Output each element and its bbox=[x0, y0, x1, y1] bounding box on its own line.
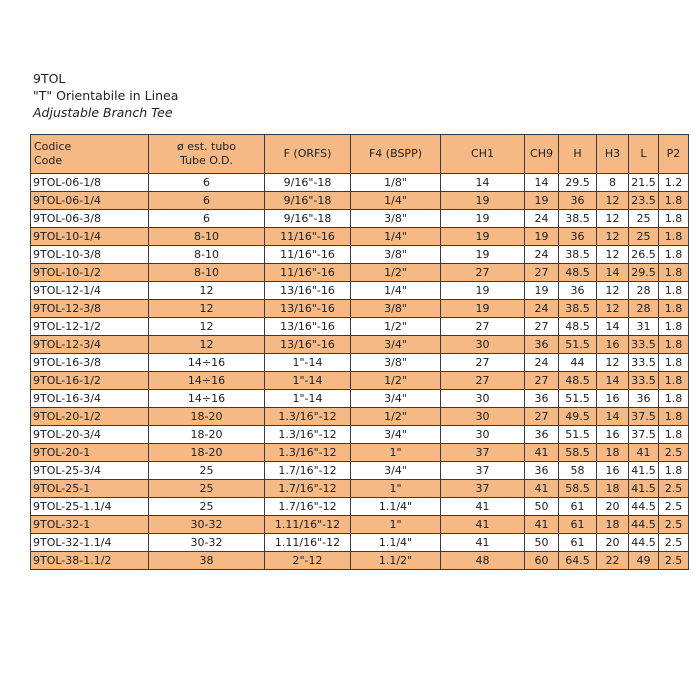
cell-h: 29.5 bbox=[559, 174, 597, 192]
cell-h3: 12 bbox=[597, 246, 629, 264]
cell-l: 36 bbox=[629, 390, 659, 408]
cell-f-orfs: 13/16"-16 bbox=[265, 282, 351, 300]
table-row bbox=[31, 300, 689, 318]
cell-p2: 1.8 bbox=[659, 282, 689, 300]
table-row bbox=[31, 534, 689, 552]
cell-code: 9TOL-06-1/4 bbox=[31, 192, 149, 210]
cell-ch1: 27 bbox=[441, 372, 525, 390]
cell-code: 9TOL-20-1 bbox=[31, 444, 149, 462]
cell-l: 21.5 bbox=[629, 174, 659, 192]
cell-tube-od: 8-10 bbox=[149, 246, 265, 264]
cell-ch1: 37 bbox=[441, 480, 525, 498]
cell-f-orfs: 1.11/16"-12 bbox=[265, 534, 351, 552]
cell-p2: 1.8 bbox=[659, 336, 689, 354]
cell-ch1: 41 bbox=[441, 534, 525, 552]
cell-tube-od: 8-10 bbox=[149, 228, 265, 246]
cell-code: 9TOL-10-1/2 bbox=[31, 264, 149, 282]
cell-h: 51.5 bbox=[559, 336, 597, 354]
cell-f4-bspp: 3/8" bbox=[351, 210, 441, 228]
cell-ch1: 37 bbox=[441, 444, 525, 462]
header-tube-od-english: Tube O.D. bbox=[180, 154, 233, 167]
cell-f4-bspp: 1/2" bbox=[351, 408, 441, 426]
cell-h: 51.5 bbox=[559, 390, 597, 408]
cell-h: 48.5 bbox=[559, 264, 597, 282]
cell-ch9: 24 bbox=[525, 354, 559, 372]
cell-ch1: 48 bbox=[441, 552, 525, 570]
cell-tube-od: 38 bbox=[149, 552, 265, 570]
cell-p2: 1.8 bbox=[659, 246, 689, 264]
cell-p2: 1.8 bbox=[659, 354, 689, 372]
cell-ch9: 14 bbox=[525, 174, 559, 192]
cell-h: 58.5 bbox=[559, 444, 597, 462]
table-row bbox=[31, 552, 689, 570]
table-row bbox=[31, 282, 689, 300]
cell-l: 44.5 bbox=[629, 534, 659, 552]
table-row bbox=[31, 372, 689, 390]
cell-f-orfs: 1"-14 bbox=[265, 354, 351, 372]
cell-ch9: 36 bbox=[525, 390, 559, 408]
cell-code: 9TOL-10-1/4 bbox=[31, 228, 149, 246]
cell-h3: 16 bbox=[597, 390, 629, 408]
cell-tube-od: 12 bbox=[149, 300, 265, 318]
cell-tube-od: 30-32 bbox=[149, 516, 265, 534]
cell-p2: 1.8 bbox=[659, 408, 689, 426]
cell-h: 36 bbox=[559, 282, 597, 300]
cell-f-orfs: 1"-14 bbox=[265, 390, 351, 408]
cell-l: 33.5 bbox=[629, 354, 659, 372]
cell-f4-bspp: 1.1/4" bbox=[351, 534, 441, 552]
cell-p2: 1.8 bbox=[659, 192, 689, 210]
cell-f4-bspp: 1/2" bbox=[351, 318, 441, 336]
cell-tube-od: 25 bbox=[149, 498, 265, 516]
cell-h: 38.5 bbox=[559, 300, 597, 318]
cell-tube-od: 25 bbox=[149, 480, 265, 498]
cell-f-orfs: 2"-12 bbox=[265, 552, 351, 570]
table-row bbox=[31, 228, 689, 246]
cell-l: 49 bbox=[629, 552, 659, 570]
cell-f-orfs: 1.3/16"-12 bbox=[265, 444, 351, 462]
cell-ch9: 50 bbox=[525, 498, 559, 516]
cell-f4-bspp: 3/4" bbox=[351, 336, 441, 354]
cell-ch1: 30 bbox=[441, 426, 525, 444]
cell-code: 9TOL-06-3/8 bbox=[31, 210, 149, 228]
product-name-italian: "T" Orientabile in Linea bbox=[33, 88, 179, 103]
cell-h3: 8 bbox=[597, 174, 629, 192]
cell-f4-bspp: 1/2" bbox=[351, 264, 441, 282]
cell-f4-bspp: 1" bbox=[351, 480, 441, 498]
cell-ch1: 27 bbox=[441, 264, 525, 282]
header-f-orfs: F (ORFS) bbox=[265, 135, 351, 174]
cell-p2: 1.8 bbox=[659, 462, 689, 480]
header-tube-od bbox=[149, 135, 265, 174]
cell-h3: 18 bbox=[597, 480, 629, 498]
cell-f4-bspp: 1.1/2" bbox=[351, 552, 441, 570]
cell-code: 9TOL-16-3/8 bbox=[31, 354, 149, 372]
table-row bbox=[31, 174, 689, 192]
table-row bbox=[31, 210, 689, 228]
cell-ch9: 60 bbox=[525, 552, 559, 570]
cell-ch9: 19 bbox=[525, 282, 559, 300]
cell-h: 58 bbox=[559, 462, 597, 480]
cell-p2: 2.5 bbox=[659, 516, 689, 534]
cell-ch1: 19 bbox=[441, 246, 525, 264]
cell-ch9: 27 bbox=[525, 318, 559, 336]
cell-ch1: 14 bbox=[441, 174, 525, 192]
cell-f-orfs: 9/16"-18 bbox=[265, 192, 351, 210]
cell-f-orfs: 9/16"-18 bbox=[265, 210, 351, 228]
cell-f-orfs: 13/16"-16 bbox=[265, 318, 351, 336]
cell-f-orfs: 1.7/16"-12 bbox=[265, 480, 351, 498]
cell-tube-od: 18-20 bbox=[149, 408, 265, 426]
cell-code: 9TOL-10-3/8 bbox=[31, 246, 149, 264]
cell-p2: 1.8 bbox=[659, 300, 689, 318]
cell-h: 36 bbox=[559, 228, 597, 246]
cell-code: 9TOL-12-3/8 bbox=[31, 300, 149, 318]
product-code: 9TOL bbox=[33, 71, 66, 86]
cell-code: 9TOL-20-1/2 bbox=[31, 408, 149, 426]
title-block bbox=[33, 70, 178, 121]
cell-ch1: 19 bbox=[441, 282, 525, 300]
cell-code: 9TOL-16-1/2 bbox=[31, 372, 149, 390]
cell-h3: 14 bbox=[597, 264, 629, 282]
cell-code: 9TOL-25-3/4 bbox=[31, 462, 149, 480]
cell-ch9: 19 bbox=[525, 228, 559, 246]
table-row bbox=[31, 426, 689, 444]
cell-code: 9TOL-38-1.1/2 bbox=[31, 552, 149, 570]
cell-f4-bspp: 1" bbox=[351, 516, 441, 534]
dimensions-table bbox=[30, 134, 689, 570]
cell-p2: 2.5 bbox=[659, 498, 689, 516]
cell-p2: 1.8 bbox=[659, 210, 689, 228]
cell-f-orfs: 1.3/16"-12 bbox=[265, 408, 351, 426]
cell-f4-bspp: 1/8" bbox=[351, 174, 441, 192]
cell-l: 33.5 bbox=[629, 372, 659, 390]
cell-f4-bspp: 1/4" bbox=[351, 228, 441, 246]
cell-h3: 12 bbox=[597, 354, 629, 372]
table-row bbox=[31, 408, 689, 426]
cell-ch9: 27 bbox=[525, 264, 559, 282]
cell-f-orfs: 1.7/16"-12 bbox=[265, 462, 351, 480]
cell-p2: 2.5 bbox=[659, 480, 689, 498]
cell-f-orfs: 13/16"-16 bbox=[265, 300, 351, 318]
cell-ch9: 41 bbox=[525, 516, 559, 534]
table-row bbox=[31, 192, 689, 210]
cell-f4-bspp: 3/8" bbox=[351, 300, 441, 318]
cell-h: 48.5 bbox=[559, 372, 597, 390]
header-tube-od-italian: ø est. tubo bbox=[176, 140, 237, 153]
cell-ch1: 19 bbox=[441, 210, 525, 228]
cell-ch9: 27 bbox=[525, 408, 559, 426]
cell-p2: 2.5 bbox=[659, 534, 689, 552]
cell-l: 37.5 bbox=[629, 408, 659, 426]
cell-tube-od: 12 bbox=[149, 318, 265, 336]
cell-ch1: 41 bbox=[441, 516, 525, 534]
header-p2: P2 bbox=[659, 135, 689, 174]
cell-h3: 12 bbox=[597, 282, 629, 300]
table-row bbox=[31, 498, 689, 516]
cell-f-orfs: 1.3/16"-12 bbox=[265, 426, 351, 444]
cell-f4-bspp: 1/4" bbox=[351, 282, 441, 300]
cell-p2: 1.8 bbox=[659, 390, 689, 408]
cell-h: 44 bbox=[559, 354, 597, 372]
table-row bbox=[31, 354, 689, 372]
cell-f4-bspp: 3/4" bbox=[351, 426, 441, 444]
header-code bbox=[31, 135, 149, 174]
cell-h: 58.5 bbox=[559, 480, 597, 498]
table-row bbox=[31, 264, 689, 282]
cell-code: 9TOL-32-1.1/4 bbox=[31, 534, 149, 552]
cell-l: 26.5 bbox=[629, 246, 659, 264]
table-row bbox=[31, 390, 689, 408]
cell-code: 9TOL-16-3/4 bbox=[31, 390, 149, 408]
cell-l: 41.5 bbox=[629, 480, 659, 498]
table-row bbox=[31, 516, 689, 534]
cell-h: 51.5 bbox=[559, 426, 597, 444]
cell-ch9: 24 bbox=[525, 300, 559, 318]
cell-ch1: 37 bbox=[441, 462, 525, 480]
cell-code: 9TOL-12-1/4 bbox=[31, 282, 149, 300]
cell-f4-bspp: 3/8" bbox=[351, 354, 441, 372]
cell-ch9: 41 bbox=[525, 444, 559, 462]
cell-ch1: 30 bbox=[441, 390, 525, 408]
cell-ch9: 19 bbox=[525, 192, 559, 210]
cell-tube-od: 30-32 bbox=[149, 534, 265, 552]
table-row bbox=[31, 336, 689, 354]
cell-tube-od: 12 bbox=[149, 336, 265, 354]
cell-f4-bspp: 1/2" bbox=[351, 372, 441, 390]
cell-h: 49.5 bbox=[559, 408, 597, 426]
header-code-italian: Codice bbox=[34, 140, 72, 153]
cell-p2: 1.8 bbox=[659, 228, 689, 246]
cell-ch1: 30 bbox=[441, 336, 525, 354]
cell-tube-od: 14÷16 bbox=[149, 390, 265, 408]
cell-f-orfs: 13/16"-16 bbox=[265, 336, 351, 354]
cell-f-orfs: 9/16"-18 bbox=[265, 174, 351, 192]
header-ch1: CH1 bbox=[441, 135, 525, 174]
cell-p2: 1.8 bbox=[659, 372, 689, 390]
table-row bbox=[31, 462, 689, 480]
cell-h: 61 bbox=[559, 516, 597, 534]
cell-h3: 20 bbox=[597, 534, 629, 552]
cell-ch9: 36 bbox=[525, 336, 559, 354]
cell-l: 44.5 bbox=[629, 516, 659, 534]
header-h3: H3 bbox=[597, 135, 629, 174]
product-name-english: Adjustable Branch Tee bbox=[33, 105, 173, 120]
cell-ch9: 24 bbox=[525, 210, 559, 228]
cell-f-orfs: 1.11/16"-12 bbox=[265, 516, 351, 534]
cell-tube-od: 8-10 bbox=[149, 264, 265, 282]
cell-l: 44.5 bbox=[629, 498, 659, 516]
cell-tube-od: 25 bbox=[149, 462, 265, 480]
cell-code: 9TOL-32-1 bbox=[31, 516, 149, 534]
cell-ch9: 36 bbox=[525, 462, 559, 480]
cell-l: 23.5 bbox=[629, 192, 659, 210]
cell-l: 41 bbox=[629, 444, 659, 462]
cell-f4-bspp: 1.1/4" bbox=[351, 498, 441, 516]
header-h: H bbox=[559, 135, 597, 174]
table-row bbox=[31, 480, 689, 498]
table-header-row bbox=[31, 135, 689, 174]
cell-f-orfs: 11/16"-16 bbox=[265, 246, 351, 264]
cell-ch9: 36 bbox=[525, 426, 559, 444]
cell-ch1: 30 bbox=[441, 408, 525, 426]
cell-h3: 20 bbox=[597, 498, 629, 516]
cell-h3: 22 bbox=[597, 552, 629, 570]
header-code-english: Code bbox=[34, 154, 63, 167]
cell-h: 61 bbox=[559, 498, 597, 516]
header-f4-bspp: F4 (BSPP) bbox=[351, 135, 441, 174]
cell-tube-od: 18-20 bbox=[149, 426, 265, 444]
cell-p2: 1.8 bbox=[659, 426, 689, 444]
cell-ch9: 41 bbox=[525, 480, 559, 498]
cell-code: 9TOL-12-3/4 bbox=[31, 336, 149, 354]
cell-tube-od: 6 bbox=[149, 192, 265, 210]
cell-l: 25 bbox=[629, 210, 659, 228]
header-l: L bbox=[629, 135, 659, 174]
cell-h: 61 bbox=[559, 534, 597, 552]
cell-h: 38.5 bbox=[559, 246, 597, 264]
cell-l: 28 bbox=[629, 300, 659, 318]
cell-tube-od: 14÷16 bbox=[149, 354, 265, 372]
cell-l: 33.5 bbox=[629, 336, 659, 354]
cell-p2: 2.5 bbox=[659, 444, 689, 462]
cell-h3: 16 bbox=[597, 426, 629, 444]
cell-p2: 1.2 bbox=[659, 174, 689, 192]
cell-h3: 14 bbox=[597, 408, 629, 426]
cell-h3: 14 bbox=[597, 372, 629, 390]
cell-ch9: 50 bbox=[525, 534, 559, 552]
cell-ch1: 27 bbox=[441, 354, 525, 372]
cell-p2: 1.8 bbox=[659, 264, 689, 282]
cell-f-orfs: 11/16"-16 bbox=[265, 228, 351, 246]
cell-f4-bspp: 3/8" bbox=[351, 246, 441, 264]
cell-f4-bspp: 3/4" bbox=[351, 390, 441, 408]
cell-code: 9TOL-20-3/4 bbox=[31, 426, 149, 444]
table-row bbox=[31, 444, 689, 462]
cell-h3: 12 bbox=[597, 228, 629, 246]
cell-ch1: 19 bbox=[441, 300, 525, 318]
cell-h3: 12 bbox=[597, 192, 629, 210]
cell-l: 37.5 bbox=[629, 426, 659, 444]
cell-code: 9TOL-06-1/8 bbox=[31, 174, 149, 192]
cell-code: 9TOL-12-1/2 bbox=[31, 318, 149, 336]
cell-l: 31 bbox=[629, 318, 659, 336]
cell-ch1: 19 bbox=[441, 228, 525, 246]
cell-h: 64.5 bbox=[559, 552, 597, 570]
cell-ch9: 27 bbox=[525, 372, 559, 390]
cell-tube-od: 6 bbox=[149, 210, 265, 228]
cell-h3: 16 bbox=[597, 336, 629, 354]
cell-p2: 1.8 bbox=[659, 318, 689, 336]
cell-l: 41.5 bbox=[629, 462, 659, 480]
cell-ch1: 41 bbox=[441, 498, 525, 516]
cell-l: 25 bbox=[629, 228, 659, 246]
cell-h: 38.5 bbox=[559, 210, 597, 228]
cell-code: 9TOL-25-1.1/4 bbox=[31, 498, 149, 516]
cell-tube-od: 14÷16 bbox=[149, 372, 265, 390]
cell-f-orfs: 1.7/16"-12 bbox=[265, 498, 351, 516]
cell-f-orfs: 11/16"-16 bbox=[265, 264, 351, 282]
table-body bbox=[31, 174, 689, 570]
cell-l: 29.5 bbox=[629, 264, 659, 282]
cell-ch1: 27 bbox=[441, 318, 525, 336]
cell-tube-od: 18-20 bbox=[149, 444, 265, 462]
header-ch9: CH9 bbox=[525, 135, 559, 174]
cell-h3: 12 bbox=[597, 210, 629, 228]
cell-h3: 18 bbox=[597, 516, 629, 534]
cell-tube-od: 12 bbox=[149, 282, 265, 300]
cell-f-orfs: 1"-14 bbox=[265, 372, 351, 390]
cell-h3: 18 bbox=[597, 444, 629, 462]
cell-ch1: 19 bbox=[441, 192, 525, 210]
cell-ch9: 24 bbox=[525, 246, 559, 264]
cell-f4-bspp: 1/4" bbox=[351, 192, 441, 210]
cell-h3: 16 bbox=[597, 462, 629, 480]
cell-f4-bspp: 3/4" bbox=[351, 462, 441, 480]
cell-h: 36 bbox=[559, 192, 597, 210]
cell-h3: 14 bbox=[597, 318, 629, 336]
cell-tube-od: 6 bbox=[149, 174, 265, 192]
cell-code: 9TOL-25-1 bbox=[31, 480, 149, 498]
table-row bbox=[31, 318, 689, 336]
table-row bbox=[31, 246, 689, 264]
cell-h: 48.5 bbox=[559, 318, 597, 336]
cell-h3: 12 bbox=[597, 300, 629, 318]
cell-f4-bspp: 1" bbox=[351, 444, 441, 462]
cell-p2: 2.5 bbox=[659, 552, 689, 570]
cell-l: 28 bbox=[629, 282, 659, 300]
